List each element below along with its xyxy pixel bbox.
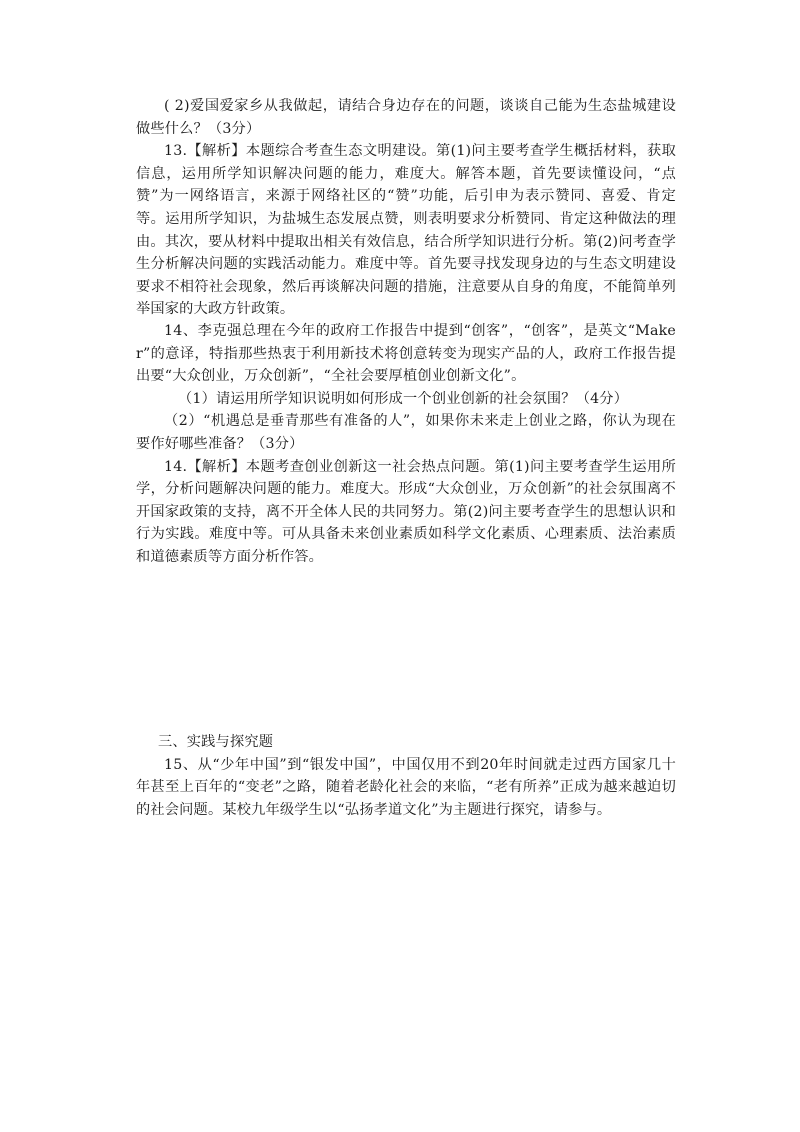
section-3-heading: 三、实践与探究题 xyxy=(158,734,274,750)
question-14-part-1: （1）请运用所学知识说明如何形成一个创业创新的社会氛围？（4分） xyxy=(178,390,629,407)
question-15-stem: 15、从“少年中国”到“银发中国”，中国仅用不到20年时间就走过西方国家几十年甚至上百年的“变老”之路，随着老龄化社会的来临，“老有所养”正成为越来越迫切的社会问题。某校九年级学生以“弘扬孝道文化”为主题进行探究，请参与。 xyxy=(136,756,676,818)
question-14-stem: 14、李克强总理在今年的政府工作报告中提到“创客”，“创客”，是英文“Maker”的意译，特指那些热衷于利用新技术将创意转变为现实产品的人，政府工作报告提出要“大众创业，万众创新”，“全社会要厚植创业创新文化”。 xyxy=(136,323,676,385)
section-3-block xyxy=(136,731,676,821)
question-14-analysis: 14.【解析】本题考查创业创新这一社会热点问题。第(1)问主要考查学生运用所学，分析问题解决问题的能力。难度大。形成“大众创业，万众创新”的社会氛围离不开国家政策的支持，离不开全体人民的共同努力。第(2)问主要考查学生的思想认识和行为实践。难度中等。可从具备未来创业素质如科学文化素质、心理素质、法治素质和道德素质等方面分析作答。 xyxy=(136,458,676,565)
question-13-block xyxy=(136,95,676,321)
question-13-part-2: ( 2)爱国爱家乡从我做起，请结合身边存在的问题，谈谈自己能为生态盐城建设做些什么？（3分） xyxy=(136,98,676,137)
question-14-block xyxy=(136,320,676,569)
question-13-analysis: 13.【解析】本题综合考查生态文明建设。第(1)问主要考查学生概括材料，获取信息，运用所学知识解决问题的能力，难度大。解答本题，首先要读懂设问，“点赞”为一网络语言，来源于网络社区的“赞”功能，后引申为表示赞同、喜爱、肯定等。运用所学知识，为盐城生态发展点赞，则表明要求分析赞同、肯定这种做法的理由。其次，要从材料中提取出相关有效信息，结合所学知识进行分析。第(2)问考查学生分析解决问题的实践活动能力。难度中等。首先要寻找发现身边的与生态文明建设要求不相符社会现象，然后再谈解决问题的措施，注意要从自身的角度，不能简单列举国家的大政方针政策。 xyxy=(136,143,676,318)
question-14-part-2: （2）“机遇总是垂青那些有准备的人”，如果你未来走上创业之路，你认为现在要作好哪些准备？（3分） xyxy=(136,413,676,452)
